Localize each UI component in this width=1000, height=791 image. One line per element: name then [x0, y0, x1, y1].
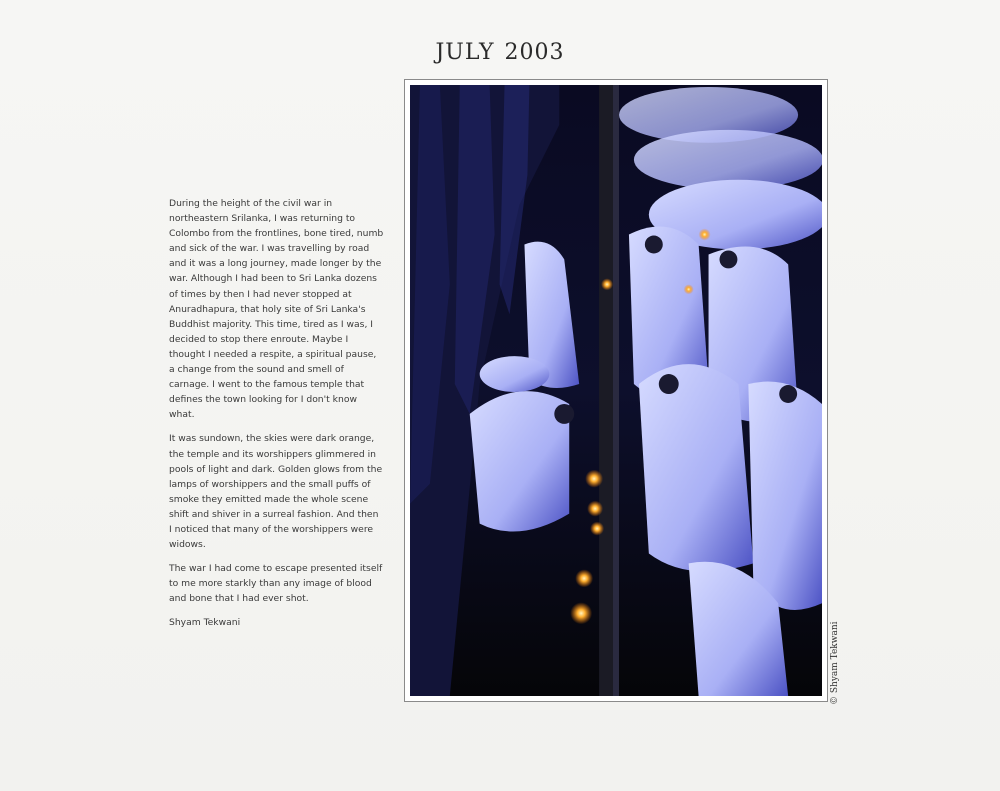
year-label: 2003 — [504, 40, 565, 65]
photo-illustration — [410, 85, 822, 696]
essay-text — [169, 196, 384, 640]
essay-signature: Shyam Tekwani — [169, 617, 241, 629]
photo-credit: © Shyam Tekwani — [830, 621, 840, 705]
photo-frame — [404, 79, 828, 702]
month-label: JULY — [435, 40, 495, 65]
essay-paragraph: The war I had come to escape presented itself to me more starkly than any image of blood and bone that I had ever shot. — [169, 563, 383, 605]
photograph — [410, 85, 822, 696]
page-title — [0, 40, 1000, 65]
essay-paragraph: During the height of the civil war in northeastern Srilanka, I was returning to Colombo from the frontlines, bone tired, numb and sick of the war. I was travelling by road and it was a long journey, made longer by the war. Although I had been to Sri Lanka dozens of times by then I had never stopped at Anuradhapura, that holy site of Sri Lanka's Buddhist majority. This time, tired as I was, I decided to stop there enroute. Maybe I thought I needed a respite, a spiritual pause, a change from the sound and smell of carnage. I went to the famous temple that defines the town looking for I don't know what. — [169, 198, 384, 421]
essay-paragraph: It was sundown, the skies were dark orange, the temple and its worshippers glimmered in pools of light and dark. Golden glows from the lamps of worshippers and the small puffs of smoke they emitted made the whole scene shift and shiver in a surreal fashion. And then I noticed that many of the worshippers were widows. — [169, 433, 383, 551]
